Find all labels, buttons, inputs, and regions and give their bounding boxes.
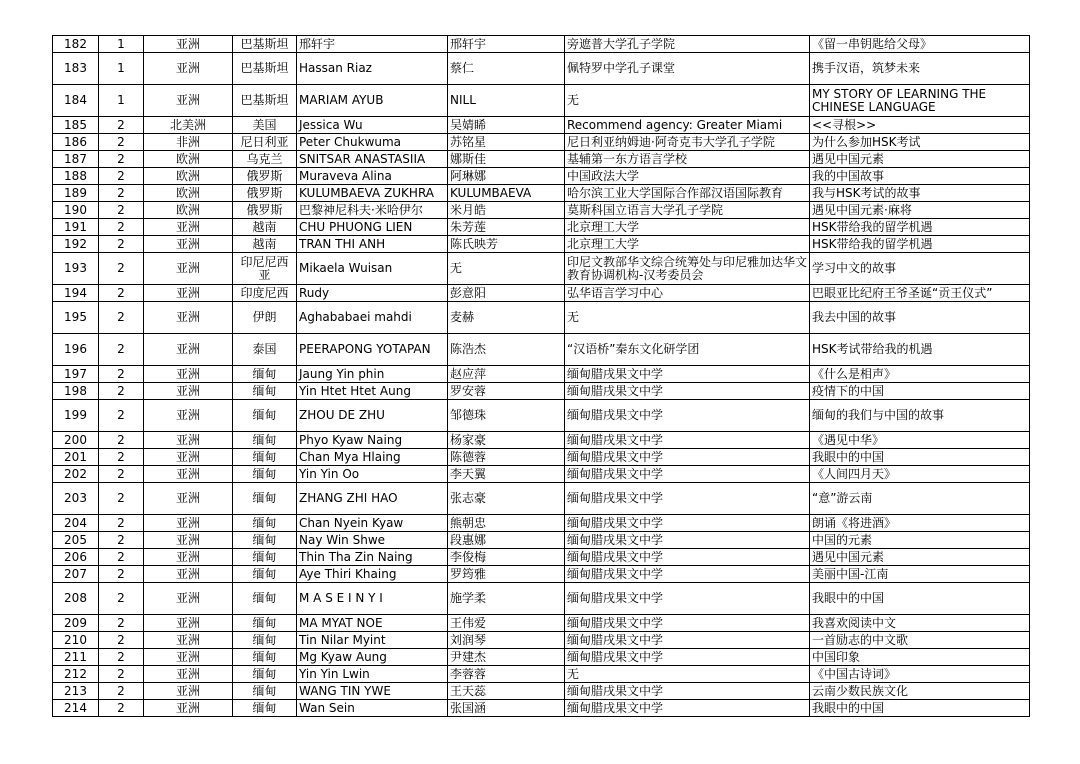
cell-country: 缅甸	[233, 515, 297, 532]
cell-institution: 缅甸腊戌果文中学	[565, 383, 810, 400]
cell-title: HSK带给我的留学机遇	[810, 219, 1030, 236]
cell-institution: 无	[565, 85, 810, 117]
cell-chinese-name: 彭意阳	[448, 285, 565, 302]
cell-institution: 缅甸腊戌果文中学	[565, 366, 810, 383]
cell-continent: 亚洲	[144, 400, 233, 432]
cell-chinese-name: 王天蕊	[448, 683, 565, 700]
cell-institution: 缅甸腊戌果文中学	[565, 449, 810, 466]
cell-number: 193	[53, 253, 99, 285]
cell-country: 巴基斯坦	[233, 36, 297, 53]
table-row	[53, 168, 1030, 185]
cell-country: 缅甸	[233, 632, 297, 649]
cell-country: 俄罗斯	[233, 202, 297, 219]
cell-title: 一首励志的中文歌	[810, 632, 1030, 649]
cell-country: 越南	[233, 236, 297, 253]
cell-title: 携手汉语，筑梦未来	[810, 53, 1030, 85]
table-row	[53, 632, 1030, 649]
cell-continent: 亚洲	[144, 253, 233, 285]
cell-chinese-name: 施学柔	[448, 583, 565, 615]
cell-country: 缅甸	[233, 615, 297, 632]
cell-name: Thin Tha Zin Naing	[297, 549, 448, 566]
cell-group: 2	[99, 151, 144, 168]
table-row	[53, 583, 1030, 615]
cell-title: 我眼中的中国	[810, 700, 1030, 717]
table-row	[53, 515, 1030, 532]
cell-group: 2	[99, 400, 144, 432]
cell-chinese-name: 熊朝忠	[448, 515, 565, 532]
cell-title: HSK考试带给我的机遇	[810, 334, 1030, 366]
cell-country: 美国	[233, 117, 297, 134]
cell-chinese-name: 阿琳娜	[448, 168, 565, 185]
cell-continent: 亚洲	[144, 219, 233, 236]
cell-country: 缅甸	[233, 366, 297, 383]
cell-continent: 欧洲	[144, 151, 233, 168]
cell-country: 印尼尼西亚	[233, 253, 297, 285]
cell-institution: 缅甸腊戌果文中学	[565, 549, 810, 566]
cell-title: MY STORY OF LEARNING THE CHINESE LANGUAGE	[810, 85, 1030, 117]
table-row	[53, 334, 1030, 366]
cell-number: 184	[53, 85, 99, 117]
cell-number: 211	[53, 649, 99, 666]
cell-institution: 缅甸腊戌果文中学	[565, 432, 810, 449]
cell-chinese-name: 李天翼	[448, 466, 565, 483]
cell-continent: 亚洲	[144, 583, 233, 615]
cell-title: 我与HSK考试的故事	[810, 185, 1030, 202]
cell-name: ZHANG ZHI HAO	[297, 483, 448, 515]
cell-title: 中国的元素	[810, 532, 1030, 549]
cell-title: 遇见中国元素·麻将	[810, 202, 1030, 219]
table-row	[53, 615, 1030, 632]
cell-institution: 缅甸腊戌果文中学	[565, 566, 810, 583]
table-row	[53, 400, 1030, 432]
cell-continent: 亚洲	[144, 302, 233, 334]
cell-number: 208	[53, 583, 99, 615]
cell-group: 2	[99, 202, 144, 219]
cell-chinese-name: 苏铭星	[448, 134, 565, 151]
cell-number: 209	[53, 615, 99, 632]
table-row	[53, 36, 1030, 53]
table-row	[53, 649, 1030, 666]
cell-chinese-name: 朱芳莲	[448, 219, 565, 236]
cell-continent: 亚洲	[144, 383, 233, 400]
cell-chinese-name: 刘润琴	[448, 632, 565, 649]
cell-chinese-name: 赵应萍	[448, 366, 565, 383]
cell-chinese-name: 邹德珠	[448, 400, 565, 432]
cell-group: 1	[99, 53, 144, 85]
cell-country: 俄罗斯	[233, 168, 297, 185]
cell-country: 缅甸	[233, 466, 297, 483]
cell-institution: 佩特罗中学孔子课堂	[565, 53, 810, 85]
cell-group: 2	[99, 466, 144, 483]
cell-number: 212	[53, 666, 99, 683]
cell-name: MARIAM AYUB	[297, 85, 448, 117]
table-row	[53, 366, 1030, 383]
table-row	[53, 53, 1030, 85]
cell-name: 巴黎神尼科夫·米哈伊尔	[297, 202, 448, 219]
cell-name: Aghababaei mahdi	[297, 302, 448, 334]
cell-continent: 亚洲	[144, 53, 233, 85]
cell-chinese-name: 罗筠雅	[448, 566, 565, 583]
cell-number: 195	[53, 302, 99, 334]
cell-name: Mikaela Wuisan	[297, 253, 448, 285]
cell-name: Yin Yin Oo	[297, 466, 448, 483]
cell-country: 俄罗斯	[233, 185, 297, 202]
table-row	[53, 202, 1030, 219]
cell-name: MA MYAT NOE	[297, 615, 448, 632]
cell-institution: 缅甸腊戌果文中学	[565, 583, 810, 615]
cell-name: Nay Win Shwe	[297, 532, 448, 549]
cell-chinese-name: 无	[448, 253, 565, 285]
cell-chinese-name: 麦赫	[448, 302, 565, 334]
cell-country: 尼日利亚	[233, 134, 297, 151]
table-row	[53, 285, 1030, 302]
table-row	[53, 532, 1030, 549]
cell-continent: 亚洲	[144, 466, 233, 483]
cell-name: Mg Kyaw Aung	[297, 649, 448, 666]
cell-chinese-name: 张国涵	[448, 700, 565, 717]
cell-title: <<寻根>>	[810, 117, 1030, 134]
cell-title: 《人间四月天》	[810, 466, 1030, 483]
table-row	[53, 117, 1030, 134]
cell-title: 云南少数民族文化	[810, 683, 1030, 700]
cell-name: Wan Sein	[297, 700, 448, 717]
cell-chinese-name: 米月皓	[448, 202, 565, 219]
cell-group: 2	[99, 483, 144, 515]
cell-country: 巴基斯坦	[233, 85, 297, 117]
cell-title: 我去中国的故事	[810, 302, 1030, 334]
cell-name: M A S E I N Y I	[297, 583, 448, 615]
cell-continent: 亚洲	[144, 532, 233, 549]
cell-number: 191	[53, 219, 99, 236]
cell-number: 207	[53, 566, 99, 583]
cell-name: Yin Yin Lwin	[297, 666, 448, 683]
cell-name: ZHOU DE ZHU	[297, 400, 448, 432]
cell-group: 2	[99, 615, 144, 632]
cell-institution: 莫斯科国立语言大学孔子学院	[565, 202, 810, 219]
cell-number: 206	[53, 549, 99, 566]
cell-name: Phyo Kyaw Naing	[297, 432, 448, 449]
cell-number: 203	[53, 483, 99, 515]
cell-group: 2	[99, 285, 144, 302]
cell-number: 202	[53, 466, 99, 483]
table-body	[53, 36, 1030, 717]
cell-group: 2	[99, 566, 144, 583]
cell-group: 2	[99, 432, 144, 449]
cell-number: 214	[53, 700, 99, 717]
cell-chinese-name: 张志豪	[448, 483, 565, 515]
cell-institution: 缅甸腊戌果文中学	[565, 683, 810, 700]
cell-institution: 基辅第一东方语言学校	[565, 151, 810, 168]
cell-continent: 亚洲	[144, 483, 233, 515]
table-row	[53, 432, 1030, 449]
cell-chinese-name: 陈德蓉	[448, 449, 565, 466]
table-row	[53, 185, 1030, 202]
cell-number: 182	[53, 36, 99, 53]
cell-country: 缅甸	[233, 683, 297, 700]
cell-institution: 缅甸腊戌果文中学	[565, 483, 810, 515]
cell-group: 2	[99, 700, 144, 717]
cell-number: 205	[53, 532, 99, 549]
cell-chinese-name: 王伟爱	[448, 615, 565, 632]
cell-institution: 无	[565, 302, 810, 334]
cell-name: Chan Mya Hlaing	[297, 449, 448, 466]
cell-number: 201	[53, 449, 99, 466]
cell-chinese-name: 蔡仁	[448, 53, 565, 85]
cell-title: 遇见中国元素	[810, 151, 1030, 168]
cell-group: 2	[99, 334, 144, 366]
cell-number: 213	[53, 683, 99, 700]
cell-chinese-name: 李蓉蓉	[448, 666, 565, 683]
cell-institution: 无	[565, 666, 810, 683]
cell-continent: 亚洲	[144, 366, 233, 383]
cell-continent: 欧洲	[144, 168, 233, 185]
cell-country: 缅甸	[233, 483, 297, 515]
cell-country: 缅甸	[233, 583, 297, 615]
cell-continent: 亚洲	[144, 649, 233, 666]
cell-institution: 哈尔滨工业大学国际合作部汉语国际教育	[565, 185, 810, 202]
cell-country: 缅甸	[233, 666, 297, 683]
cell-chinese-name: 段惠娜	[448, 532, 565, 549]
cell-group: 2	[99, 632, 144, 649]
cell-group: 1	[99, 36, 144, 53]
cell-continent: 欧洲	[144, 202, 233, 219]
cell-country: 越南	[233, 219, 297, 236]
cell-title: 《遇见中华》	[810, 432, 1030, 449]
cell-group: 2	[99, 366, 144, 383]
cell-continent: 亚洲	[144, 36, 233, 53]
table-row	[53, 219, 1030, 236]
cell-group: 2	[99, 236, 144, 253]
cell-institution: “汉语桥”秦东文化研学团	[565, 334, 810, 366]
cell-continent: 亚洲	[144, 432, 233, 449]
cell-name: 邢轩宇	[297, 36, 448, 53]
cell-group: 2	[99, 134, 144, 151]
cell-title: 我眼中的中国	[810, 583, 1030, 615]
cell-institution: 缅甸腊戌果文中学	[565, 400, 810, 432]
cell-group: 2	[99, 168, 144, 185]
cell-group: 2	[99, 449, 144, 466]
cell-name: CHU PHUONG LIEN	[297, 219, 448, 236]
cell-number: 185	[53, 117, 99, 134]
cell-group: 2	[99, 549, 144, 566]
table-row	[53, 134, 1030, 151]
cell-country: 缅甸	[233, 449, 297, 466]
table-row	[53, 253, 1030, 285]
table-row	[53, 549, 1030, 566]
cell-group: 2	[99, 117, 144, 134]
cell-continent: 亚洲	[144, 285, 233, 302]
cell-name: PEERAPONG YOTAPAN	[297, 334, 448, 366]
cell-chinese-name: 陈浩杰	[448, 334, 565, 366]
cell-chinese-name: 陈氏映芳	[448, 236, 565, 253]
cell-continent: 亚洲	[144, 566, 233, 583]
cell-group: 2	[99, 185, 144, 202]
cell-chinese-name: KULUMBAEVA	[448, 185, 565, 202]
cell-group: 2	[99, 649, 144, 666]
cell-country: 乌克兰	[233, 151, 297, 168]
cell-number: 196	[53, 334, 99, 366]
cell-group: 1	[99, 85, 144, 117]
cell-country: 缅甸	[233, 432, 297, 449]
cell-group: 2	[99, 515, 144, 532]
cell-institution: 缅甸腊戌果文中学	[565, 700, 810, 717]
cell-number: 204	[53, 515, 99, 532]
cell-number: 189	[53, 185, 99, 202]
cell-number: 198	[53, 383, 99, 400]
cell-country: 缅甸	[233, 566, 297, 583]
cell-continent: 亚洲	[144, 615, 233, 632]
cell-title: HSK带给我的留学机遇	[810, 236, 1030, 253]
cell-name: TRAN THI ANH	[297, 236, 448, 253]
cell-country: 缅甸	[233, 383, 297, 400]
cell-number: 199	[53, 400, 99, 432]
table-row	[53, 85, 1030, 117]
cell-title: 疫情下的中国	[810, 383, 1030, 400]
cell-name: Muraveva Alina	[297, 168, 448, 185]
cell-group: 2	[99, 302, 144, 334]
cell-institution: 缅甸腊戌果文中学	[565, 632, 810, 649]
cell-continent: 亚洲	[144, 449, 233, 466]
cell-continent: 亚洲	[144, 236, 233, 253]
table-row	[53, 449, 1030, 466]
cell-country: 缅甸	[233, 400, 297, 432]
cell-title: 我的中国故事	[810, 168, 1030, 185]
cell-number: 188	[53, 168, 99, 185]
cell-continent: 亚洲	[144, 515, 233, 532]
cell-title: 学习中文的故事	[810, 253, 1030, 285]
cell-institution: 北京理工大学	[565, 219, 810, 236]
cell-number: 210	[53, 632, 99, 649]
cell-chinese-name: 娜斯佳	[448, 151, 565, 168]
cell-institution: 旁遮普大学孔子学院	[565, 36, 810, 53]
cell-chinese-name: 李俊梅	[448, 549, 565, 566]
cell-name: KULUMBAEVA ZUKHRA	[297, 185, 448, 202]
cell-continent: 亚洲	[144, 683, 233, 700]
cell-institution: 中国政法大学	[565, 168, 810, 185]
cell-number: 183	[53, 53, 99, 85]
cell-title: “意”游云南	[810, 483, 1030, 515]
cell-continent: 北美洲	[144, 117, 233, 134]
table-row	[53, 151, 1030, 168]
cell-country: 伊朗	[233, 302, 297, 334]
cell-institution: 缅甸腊戌果文中学	[565, 532, 810, 549]
cell-continent: 亚洲	[144, 85, 233, 117]
cell-title: 遇见中国元素	[810, 549, 1030, 566]
cell-title: 我喜欢阅读中文	[810, 615, 1030, 632]
cell-name: Yin Htet Htet Aung	[297, 383, 448, 400]
cell-name: WANG TIN YWE	[297, 683, 448, 700]
cell-name: Hassan Riaz	[297, 53, 448, 85]
cell-group: 2	[99, 383, 144, 400]
table-row	[53, 483, 1030, 515]
table-row	[53, 683, 1030, 700]
cell-institution: 北京理工大学	[565, 236, 810, 253]
cell-title: 为什么参加HSK考试	[810, 134, 1030, 151]
cell-name: Jaung Yin phin	[297, 366, 448, 383]
cell-group: 2	[99, 583, 144, 615]
cell-institution: 缅甸腊戌果文中学	[565, 466, 810, 483]
cell-number: 197	[53, 366, 99, 383]
cell-chinese-name: NILL	[448, 85, 565, 117]
cell-institution: 缅甸腊戌果文中学	[565, 649, 810, 666]
table-row	[53, 236, 1030, 253]
cell-name: Chan Nyein Kyaw	[297, 515, 448, 532]
cell-group: 2	[99, 219, 144, 236]
cell-number: 192	[53, 236, 99, 253]
cell-chinese-name: 杨家豪	[448, 432, 565, 449]
cell-continent: 欧洲	[144, 185, 233, 202]
table-row	[53, 302, 1030, 334]
cell-country: 缅甸	[233, 649, 297, 666]
cell-group: 2	[99, 532, 144, 549]
cell-chinese-name: 吴婧睎	[448, 117, 565, 134]
cell-title: 巴眼亚比纪府王爷圣诞“贡王仪式”	[810, 285, 1030, 302]
cell-country: 缅甸	[233, 700, 297, 717]
cell-name: SNITSAR ANASTASIIA	[297, 151, 448, 168]
cell-country: 巴基斯坦	[233, 53, 297, 85]
cell-institution: 印尼文教部华文综合统筹处与印尼雅加达华文教育协调机构-汉考委员会	[565, 253, 810, 285]
cell-group: 2	[99, 253, 144, 285]
cell-country: 印度尼西	[233, 285, 297, 302]
cell-group: 2	[99, 683, 144, 700]
cell-title: 美丽中国-江南	[810, 566, 1030, 583]
cell-continent: 亚洲	[144, 666, 233, 683]
cell-name: Jessica Wu	[297, 117, 448, 134]
cell-continent: 亚洲	[144, 632, 233, 649]
cell-institution: 缅甸腊戌果文中学	[565, 515, 810, 532]
cell-chinese-name: 罗安蓉	[448, 383, 565, 400]
cell-name: Rudy	[297, 285, 448, 302]
cell-country: 缅甸	[233, 532, 297, 549]
cell-country: 缅甸	[233, 549, 297, 566]
cell-number: 187	[53, 151, 99, 168]
cell-continent: 亚洲	[144, 700, 233, 717]
cell-number: 194	[53, 285, 99, 302]
cell-name: Peter Chukwuma	[297, 134, 448, 151]
cell-group: 2	[99, 666, 144, 683]
cell-title: 《什么是相声》	[810, 366, 1030, 383]
cell-number: 190	[53, 202, 99, 219]
cell-country: 泰国	[233, 334, 297, 366]
cell-institution: Recommend agency: Greater Miami	[565, 117, 810, 134]
cell-title: 我眼中的中国	[810, 449, 1030, 466]
table-row	[53, 383, 1030, 400]
table-row	[53, 700, 1030, 717]
cell-title: 缅甸的我们与中国的故事	[810, 400, 1030, 432]
cell-name: Tin Nilar Myint	[297, 632, 448, 649]
cell-number: 200	[53, 432, 99, 449]
cell-title: 《留一串钥匙给父母》	[810, 36, 1030, 53]
table-row	[53, 666, 1030, 683]
table-row	[53, 466, 1030, 483]
cell-chinese-name: 邢轩宇	[448, 36, 565, 53]
cell-name: Aye Thiri Khaing	[297, 566, 448, 583]
cell-title: 朗诵《将进酒》	[810, 515, 1030, 532]
table-row	[53, 566, 1030, 583]
cell-institution: 尼日利亚纳姆迪·阿奇克韦大学孔子学院	[565, 134, 810, 151]
cell-chinese-name: 尹建杰	[448, 649, 565, 666]
entries-table	[52, 35, 1030, 717]
cell-institution: 弘华语言学习中心	[565, 285, 810, 302]
cell-continent: 非洲	[144, 134, 233, 151]
cell-continent: 亚洲	[144, 549, 233, 566]
cell-title: 中国印象	[810, 649, 1030, 666]
cell-continent: 亚洲	[144, 334, 233, 366]
cell-title: 《中国古诗词》	[810, 666, 1030, 683]
cell-number: 186	[53, 134, 99, 151]
cell-institution: 缅甸腊戌果文中学	[565, 615, 810, 632]
